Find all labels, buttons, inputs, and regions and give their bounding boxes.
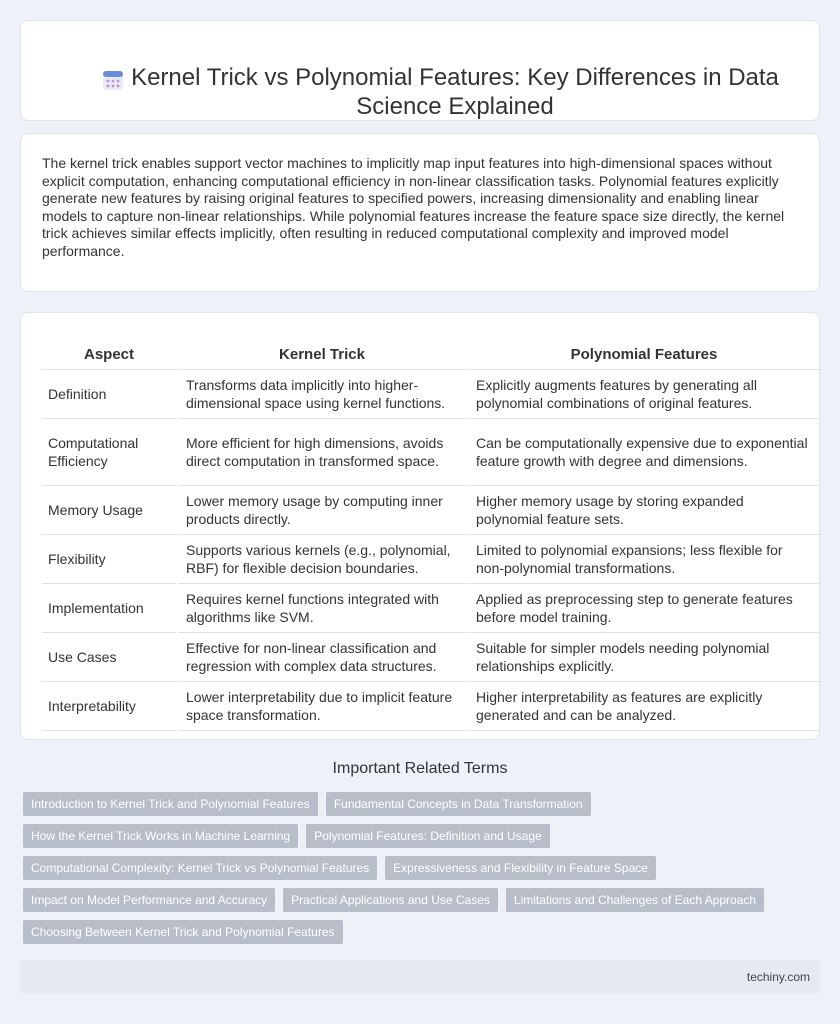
table-row [42,534,820,583]
kernel-trick-cell: Lower memory usage by computing inner products directly. [177,485,467,534]
related-term-tag[interactable]: Impact on Model Performance and Accuracy [23,888,275,912]
kernel-trick-cell: Requires kernel functions integrated with algorithms like SVM. [177,583,467,632]
tag-row [23,920,820,944]
polynomial-features-cell: Higher memory usage by storing expanded polynomial feature sets. [467,485,820,534]
intro-text: The kernel trick enables support vector machines to implicitly map input features into high-dimensional spaces without explicit computation, enhancing computational efficiency in non-linear classification tasks. Polynomial features explicitly generate new features by raising original features to specified powers, increasing dimensionality and enabling linear models to capture non-linear relationships. While polynomial features increase the feature space size directly, the kernel trick achieves similar effects implicitly, often resulting in reduced computational complexity and improved model performance. [42,155,785,259]
polynomial-features-cell: Explicitly augments features by generating all polynomial combinations of original features. [467,369,820,418]
tag-row [23,792,820,816]
polynomial-features-cell: Can be computationally expensive due to exponential feature growth with degree and dimensions. [467,418,820,485]
related-term-tag[interactable]: Fundamental Concepts in Data Transformation [326,792,591,816]
aspect-cell: Computational Efficiency [42,418,177,485]
kernel-trick-cell: Lower interpretability due to implicit feature space transformation. [177,681,467,730]
tag-row [23,824,820,848]
aspect-cell: Use Cases [42,632,177,681]
table-row [42,485,820,534]
aspect-cell: Definition [42,369,177,418]
related-term-tag[interactable]: How the Kernel Trick Works in Machine Learning [23,824,298,848]
tag-row [23,856,820,880]
related-terms-section [20,760,820,952]
related-term-tag[interactable]: Practical Applications and Use Cases [283,888,498,912]
column-header-aspect: Aspect [42,335,177,369]
kernel-trick-cell: Transforms data implicitly into higher-dimensional space using kernel functions. [177,369,467,418]
page-title: Kernel Trick vs Polynomial Features: Key Differences in Data Science Explained [131,64,779,120]
aspect-cell: Memory Usage [42,485,177,534]
table-row [42,681,820,730]
polynomial-features-cell: Limited to polynomial expansions; less flexible for non-polynomial transformations. [467,534,820,583]
table-row [42,583,820,632]
polynomial-features-cell: Applied as preprocessing step to generate features before model training. [467,583,820,632]
column-header-polynomial-features: Polynomial Features [467,335,820,369]
related-term-tag[interactable]: Introduction to Kernel Trick and Polynomial Features [23,792,318,816]
calendar-icon [101,68,125,92]
related-term-tag[interactable]: Polynomial Features: Definition and Usage [306,824,549,848]
related-terms-heading: Important Related Terms [332,760,508,777]
related-term-tag[interactable]: Computational Complexity: Kernel Trick vs Polynomial Features [23,856,377,880]
aspect-cell: Implementation [42,583,177,632]
tag-row [23,888,820,912]
kernel-trick-cell: More efficient for high dimensions, avoids direct computation in transformed space. [177,418,467,485]
intro-card [20,133,820,292]
related-term-tag[interactable]: Expressiveness and Flexibility in Feature Space [385,856,656,880]
polynomial-features-cell: Suitable for simpler models needing polynomial relationships explicitly. [467,632,820,681]
kernel-trick-cell: Effective for non-linear classification and regression with complex data structures. [177,632,467,681]
table-row [42,632,820,681]
comparison-table [42,335,820,731]
related-term-tag[interactable]: Choosing Between Kernel Trick and Polynomial Features [23,920,343,944]
comparison-card [20,312,820,740]
table-row [42,369,820,418]
title-card [20,20,820,121]
table-header-row [42,335,820,369]
footer-site-link[interactable]: techiny.com [746,970,810,984]
column-header-kernel-trick: Kernel Trick [177,335,467,369]
polynomial-features-cell: Higher interpretability as features are explicitly generated and can be analyzed. [467,681,820,730]
kernel-trick-cell: Supports various kernels (e.g., polynomial, RBF) for flexible decision boundaries. [177,534,467,583]
footer [20,960,820,994]
aspect-cell: Flexibility [42,534,177,583]
table-row [42,418,820,485]
related-term-tag[interactable]: Limitations and Challenges of Each Approach [506,888,764,912]
aspect-cell: Interpretability [42,681,177,730]
